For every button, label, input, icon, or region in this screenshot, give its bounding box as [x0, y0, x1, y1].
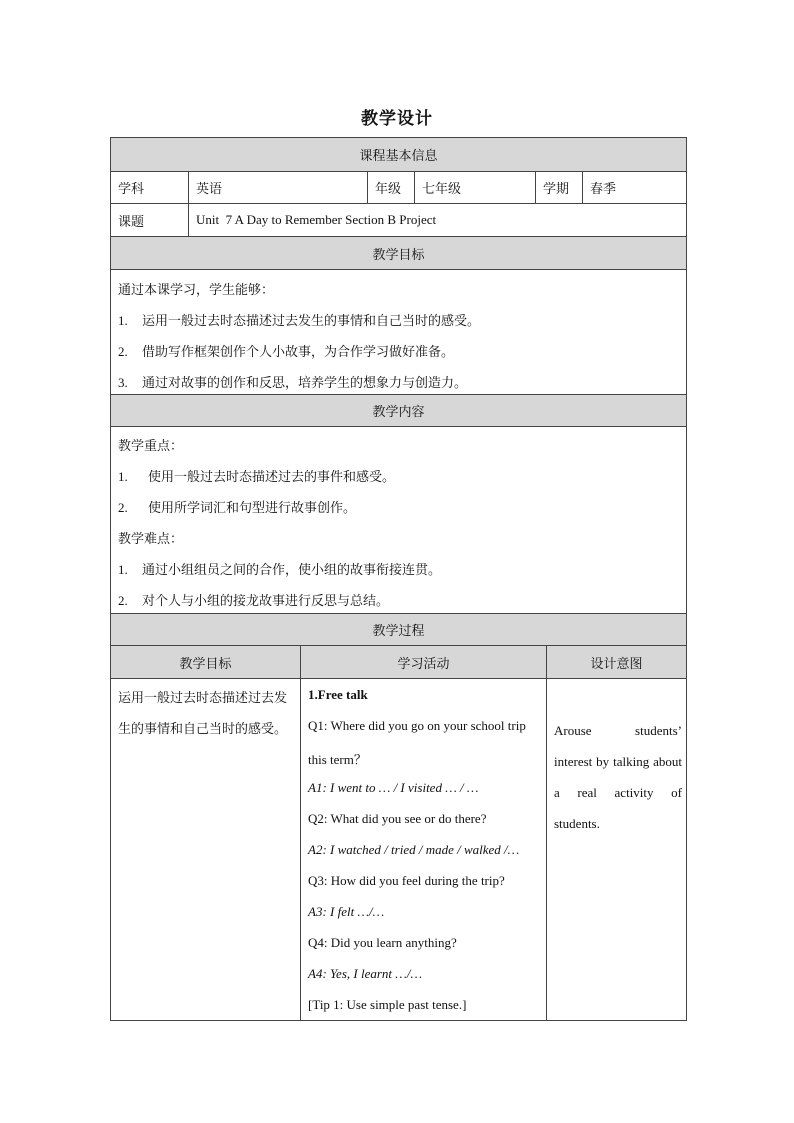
process-header: [111, 613, 686, 645]
term-value: 春季: [582, 172, 686, 203]
intent-text: Arouse students’ interest by talking about a real activity of students.: [554, 723, 682, 831]
activity-cell: [300, 679, 546, 1020]
objective-item: [118, 310, 480, 329]
content-header: [111, 394, 686, 426]
col-header-goal: 教学目标: [179, 656, 232, 672]
activity-question: this term？: [308, 752, 367, 767]
difficult-point-text: 通过小组组员之间的合作，使小组的故事衔接连贯。: [142, 563, 442, 578]
objectives-intro: 通过本课学习，学生能够：: [118, 283, 275, 298]
difficult-point-text: 对个人与小组的接龙故事进行反思与总结。: [142, 594, 390, 609]
objectives-body: [111, 269, 686, 394]
key-point-text: 使用一般过去时态描述过去的事件和感受。: [148, 470, 396, 485]
activity-question: Q2: What did you see or do there?: [308, 811, 487, 826]
basic-info-row: [111, 171, 686, 203]
goal-text: 运用一般过去时态描述过去发生的事情和自己当时的感受。: [118, 691, 288, 737]
activity-answer: A4: Yes, I learnt …/…: [308, 966, 422, 981]
content-body: [111, 426, 686, 613]
objectives-header-text: 教学目标: [372, 247, 425, 263]
objective-item: [118, 372, 467, 391]
col-header-activity: 学习活动: [300, 646, 546, 678]
objective-text: 通过对故事的创作和反思，培养学生的想象力与创造力。: [142, 376, 468, 391]
topic-row: [111, 203, 686, 236]
objective-item: [118, 341, 454, 360]
key-point-item: [118, 497, 356, 516]
activity-tip: [Tip 1: Use simple past tense.]: [308, 997, 467, 1012]
activity-question: Q3: How did you feel during the trip?: [308, 873, 505, 888]
activity-question: Q1: Where did you go on your school trip: [308, 718, 526, 733]
topic-label: 课题: [118, 214, 145, 230]
subject-value: 英语: [188, 172, 367, 203]
basic-info-header-text: 课程基本信息: [359, 149, 438, 164]
key-points-label: 教学重点：: [118, 439, 184, 454]
key-point-number: 1.: [118, 469, 128, 484]
difficult-point-number: 1.: [118, 562, 128, 577]
topic-value: Unit 7 A Day to Remember Section B Project: [188, 204, 686, 236]
activity-title: 1.Free talk: [308, 687, 368, 702]
key-point-item: [118, 466, 395, 485]
objective-number: 2.: [118, 344, 128, 359]
difficult-point-item: [118, 590, 389, 609]
col-header-intent: 设计意图: [546, 646, 686, 678]
objective-number: 3.: [118, 375, 128, 390]
process-body: [111, 678, 686, 1020]
process-header-text: 教学过程: [372, 624, 425, 639]
key-point-text: 使用所学词汇和句型进行故事创作。: [148, 501, 357, 516]
intent-cell: [546, 679, 686, 1020]
key-point-number: 2.: [118, 500, 128, 515]
difficult-point-number: 2.: [118, 593, 128, 608]
term-label: 学期: [535, 172, 582, 203]
difficult-point-item: [118, 559, 441, 578]
grade-value: 七年级: [414, 172, 535, 203]
lesson-plan-table: [110, 137, 687, 1021]
objective-text: 借助写作框架创作个人小故事，为合作学习做好准备。: [142, 345, 455, 360]
activity-answer: A2: I watched / tried / made / walked /…: [308, 842, 520, 857]
process-column-headers: [111, 645, 686, 678]
subject-label: 学科: [118, 182, 145, 197]
goal-cell: [111, 679, 300, 1020]
basic-info-header: [111, 138, 686, 171]
objective-text: 运用一般过去时态描述过去发生的事情和自己当时的感受。: [142, 314, 481, 329]
activity-answer: A1: I went to … / I visited … / …: [308, 780, 479, 795]
activity-answer: A3: I felt …/…: [308, 904, 385, 919]
activity-question: Q4: Did you learn anything?: [308, 935, 457, 950]
difficult-points-label: 教学难点：: [118, 532, 184, 547]
objectives-header: [111, 236, 686, 269]
grade-label: 年级: [367, 172, 414, 203]
content-header-text: 教学内容: [372, 405, 425, 420]
objective-number: 1.: [118, 313, 128, 328]
page-title: 教学设计: [361, 109, 433, 129]
